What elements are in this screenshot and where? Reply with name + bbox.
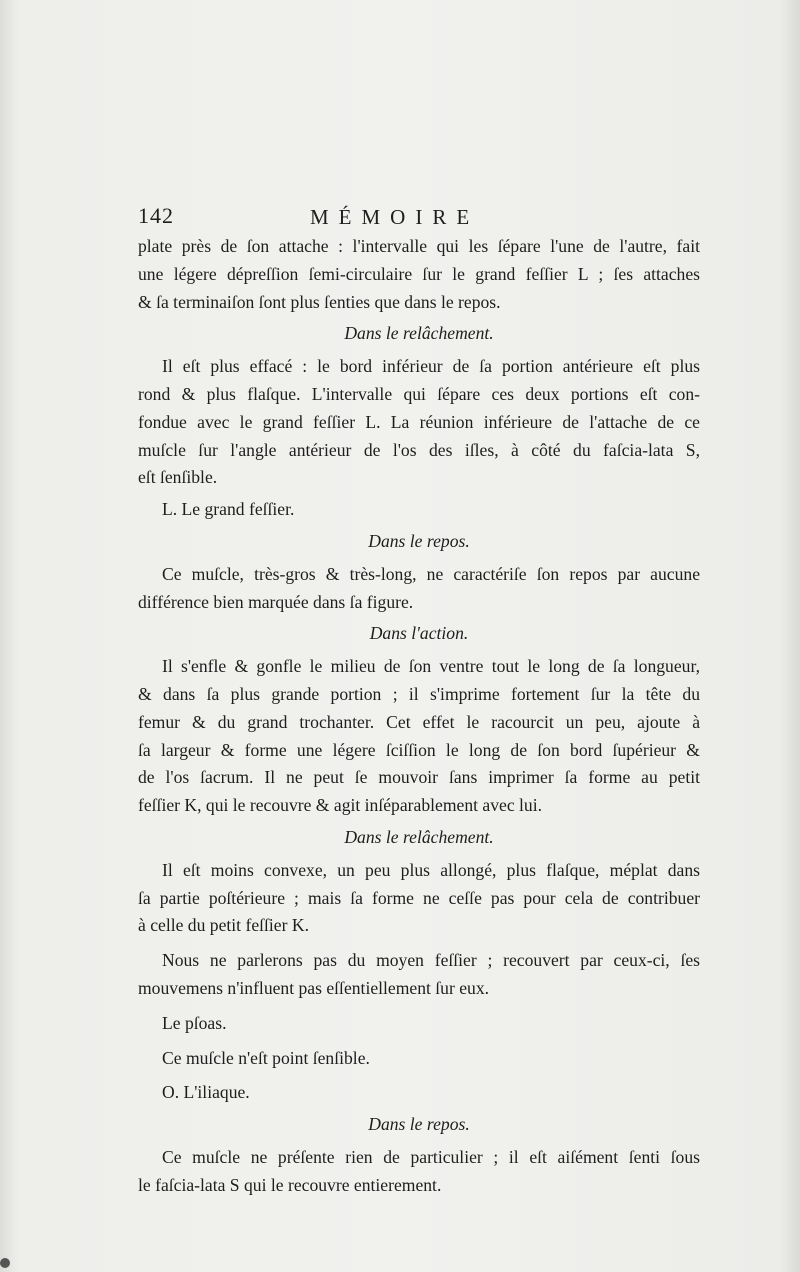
muscle-entry: Le pſoas. bbox=[162, 1012, 227, 1033]
paragraph-line: rond & plus flaſque. L'intervalle qui ſépare ces deux portions eſt con- bbox=[138, 383, 700, 404]
paragraph-line: le faſcia-lata S qui le recouvre entierement. bbox=[138, 1174, 442, 1195]
paragraph-line: différence bien marquée dans ſa figure. bbox=[138, 591, 414, 612]
paragraph-line: une légere dépreſſion ſemi-circulaire ſur le grand feſſier L ; ſes attaches bbox=[138, 263, 700, 284]
section-heading: Dans le relâchement. bbox=[344, 323, 494, 344]
section-heading: Dans le relâchement. bbox=[344, 826, 494, 847]
paragraph-line: à celle du petit feſſier K. bbox=[138, 915, 309, 936]
paragraph-line: femur & du grand trochanter. Cet effet le racourcit un peu, ajoute à bbox=[138, 711, 700, 732]
paragraph-line: feſſier K, qui le recouvre & agit inſéparablement avec lui. bbox=[138, 795, 542, 816]
paragraph-line: Ce muſcle, très-gros & très-long, ne caractériſe ſon repos par aucune bbox=[162, 563, 700, 584]
paragraph-line: Nous ne parlerons pas du moyen feſſier ; recouvert par ceux-ci, ſes bbox=[162, 950, 700, 971]
paragraph-line: de l'os ſacrum. Il ne peut ſe mouvoir ſans imprimer ſa forme au petit bbox=[138, 767, 700, 788]
paragraph-line: & dans ſa plus grande portion ; il s'imprime fortement ſur la tête du bbox=[138, 683, 700, 704]
section-heading: Dans le repos. bbox=[368, 1114, 470, 1135]
paragraph-line: mouvemens n'influent pas eſſentiellement ſur eux. bbox=[138, 977, 490, 998]
paragraph-line: Ce muſcle n'eſt point ſenſible. bbox=[162, 1047, 370, 1068]
ink-spot bbox=[0, 1258, 10, 1268]
muscle-entry: L. Le grand feſſier. bbox=[162, 499, 295, 520]
paragraph-line: Il s'enfle & gonfle le milieu de ſon ventre tout le long de ſa longueur, bbox=[162, 656, 700, 677]
muscle-entry: O. L'iliaque. bbox=[162, 1082, 250, 1103]
paragraph-line: Ce muſcle ne préſente rien de particulier ; il eſt aiſément ſenti ſous bbox=[162, 1146, 700, 1167]
paragraph-line: & ſa terminaiſon ſont plus ſenties que dans le repos. bbox=[138, 291, 501, 312]
paragraph-line: ſa partie poſtérieure ; mais ſa forme ne ceſſe pas pour cela de contribuer bbox=[138, 887, 700, 908]
paragraph-line: eſt ſenſible. bbox=[138, 467, 218, 488]
paragraph-line: ſa largeur & forme une légere ſciſſion le long de ſon bord ſupérieur & bbox=[138, 739, 700, 760]
section-heading: Dans l'action. bbox=[369, 623, 469, 644]
paragraph-line: Il eſt plus effacé : le bord inférieur de ſa portion antérieure eſt plus bbox=[162, 356, 700, 377]
page-number: 142 bbox=[138, 203, 174, 228]
body-text bbox=[138, 233, 700, 1200]
running-title: MÉMOIRE bbox=[310, 205, 480, 229]
paragraph-line: muſcle ſur l'angle antérieur de l'os des iſles, à côté du faſcia-lata S, bbox=[138, 439, 700, 460]
page-header bbox=[138, 203, 700, 233]
paragraph-line: fondue avec le grand feſſier L. La réunion inférieure de l'attache de ce bbox=[138, 411, 700, 432]
paragraph-line: plate près de ſon attache : l'intervalle qui les ſépare l'une de l'autre, fait bbox=[138, 236, 700, 256]
section-heading: Dans le repos. bbox=[368, 530, 470, 551]
paragraph-line: Il eſt moins convexe, un peu plus allongé, plus flaſque, méplat dans bbox=[162, 859, 700, 880]
